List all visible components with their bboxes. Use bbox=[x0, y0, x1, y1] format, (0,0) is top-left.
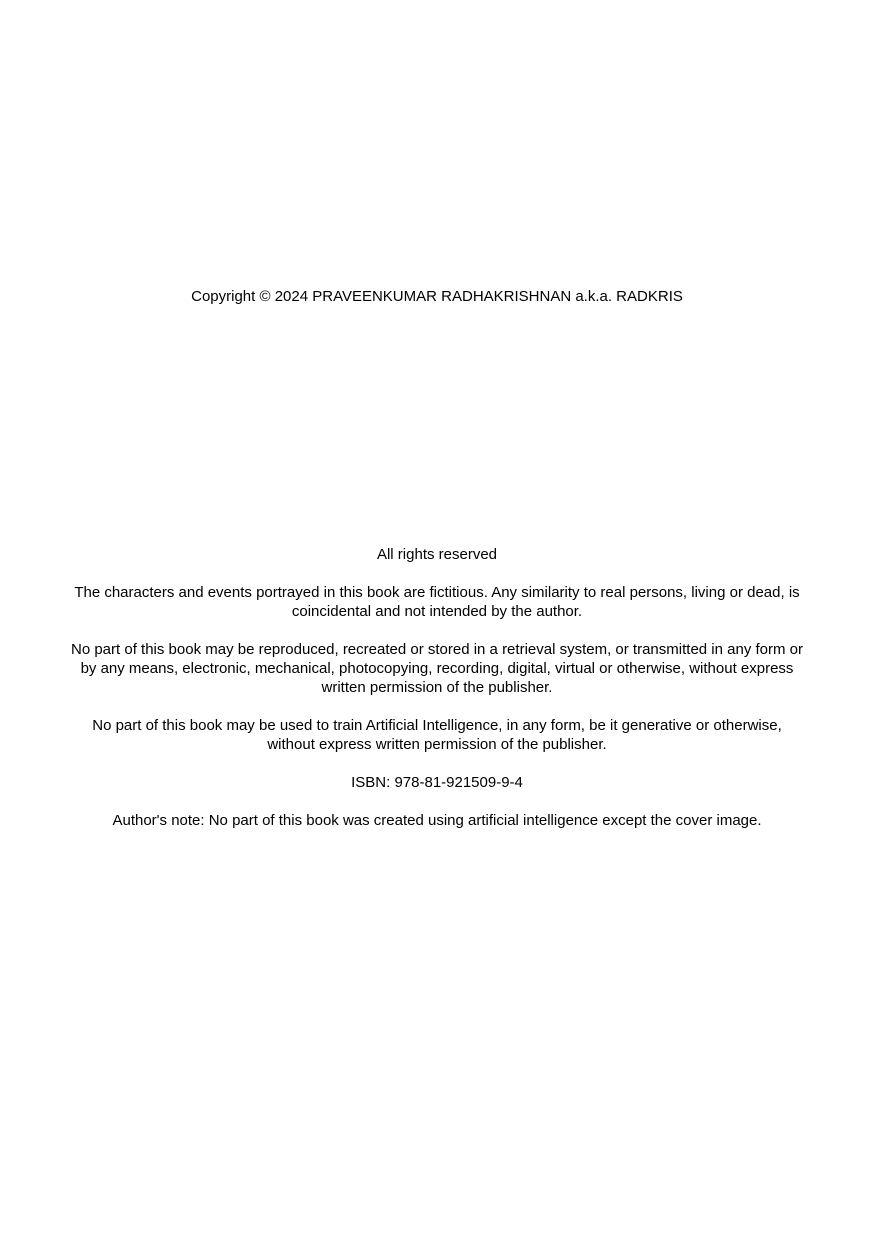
ai-training-notice-paragraph: No part of this book may be used to train Artificial Intelligence, in any form, be it generative or otherwise, without express written permission of the publisher. bbox=[92, 717, 782, 753]
isbn-line: ISBN: 978-81-921509-9-4 bbox=[351, 774, 523, 791]
authors-note-line: Author's note: No part of this book was created using artificial intelligence except the cover image. bbox=[112, 812, 762, 829]
legal-text-block bbox=[67, 545, 807, 849]
reproduction-notice-paragraph: No part of this book may be reproduced, recreated or stored in a retrieval system, or transmitted in any form or by any means, electronic, mechanical, photocopying, recording, digital, virtual or otherwise, without express written permission of the publisher. bbox=[71, 641, 803, 696]
fictitious-disclaimer-paragraph: The characters and events portrayed in this book are fictitious. Any similarity to real persons, living or dead, is coincidental and not intended by the author. bbox=[74, 584, 800, 620]
copyright-line: Copyright © 2024 PRAVEENKUMAR RADHAKRISHNAN a.k.a. RADKRIS bbox=[191, 288, 683, 305]
rights-reserved-line: All rights reserved bbox=[376, 546, 498, 563]
